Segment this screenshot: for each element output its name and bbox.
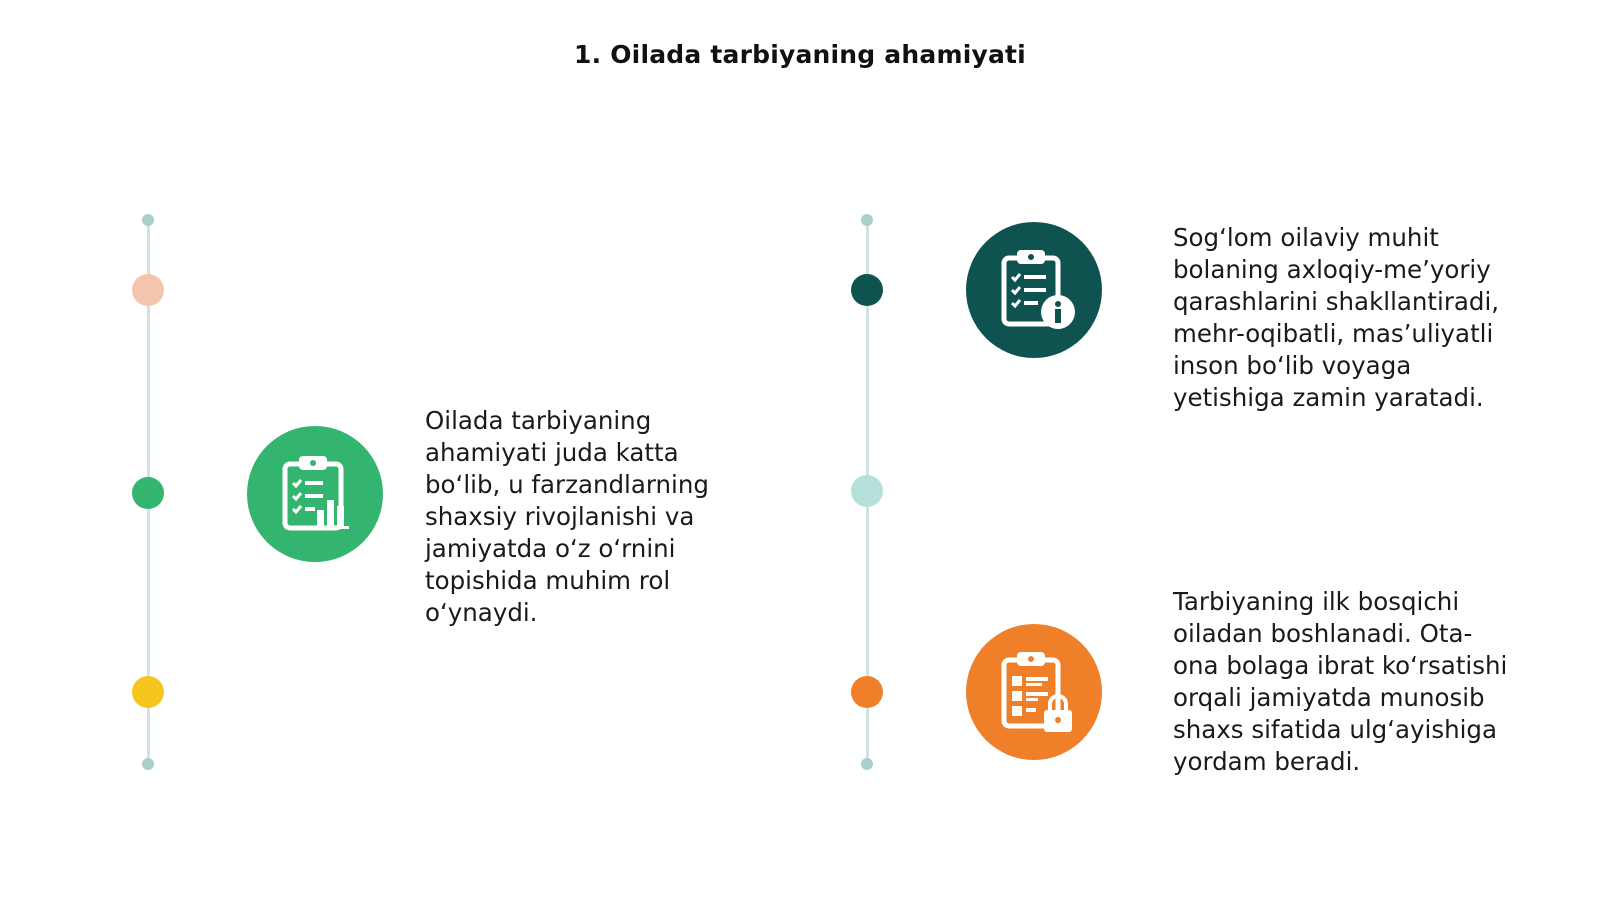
item-text-1: Oilada tarbiyaning ahamiyati juda katta bo‘lib, u farzandlarning shaxsiy rivojlanishi va jamiyatda o‘z o‘rnini topishida muhim rol o‘ynaydi. bbox=[425, 406, 709, 627]
timeline-dot-orange bbox=[851, 676, 883, 708]
timeline-end-dot bbox=[142, 758, 154, 770]
timeline-dot-yellow bbox=[132, 676, 164, 708]
timeline-end-dot bbox=[861, 214, 873, 226]
timeline-dot-peach bbox=[132, 274, 164, 306]
clipboard-info-icon bbox=[966, 222, 1102, 358]
clipboard-lock-icon bbox=[966, 624, 1102, 760]
clipboard-chart-icon bbox=[247, 426, 383, 562]
timeline-dot-light-teal bbox=[851, 475, 883, 507]
timeline-dot-green bbox=[132, 477, 164, 509]
timeline-dot-dark-teal bbox=[851, 274, 883, 306]
timeline-end-dot bbox=[142, 214, 154, 226]
slide-title: 1. Oilada tarbiyaning ahamiyati bbox=[574, 40, 1026, 69]
item-text-2: Sog‘lom oilaviy muhit bolaning axloqiy-me’yoriy qarashlarini shakllantiradi, mehr-oqibatli, mas’uliyatli inson bo‘lib voyaga yetishiga zamin yaratadi. bbox=[1173, 223, 1500, 412]
item-text-3: Tarbiyaning ilk bosqichi oiladan boshlanadi. Ota- ona bolaga ibrat ko‘rsatishi orqali jamiyatda munosib shaxs sifatida ulg‘ayishiga yordam beradi. bbox=[1173, 587, 1508, 776]
timeline-end-dot bbox=[861, 758, 873, 770]
